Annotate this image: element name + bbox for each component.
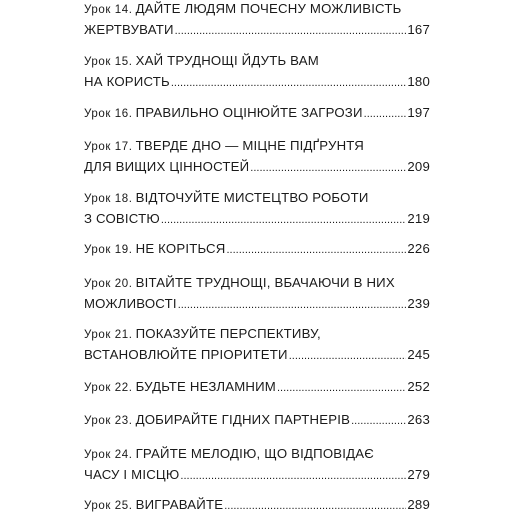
lesson-title: ВИГРАВАЙТЕ xyxy=(135,497,224,512)
dot-leader xyxy=(175,21,407,42)
dot-leader xyxy=(364,104,407,125)
toc-entry[interactable] xyxy=(84,409,430,430)
toc-entry-line xyxy=(84,187,430,208)
page-number: 245 xyxy=(407,347,430,362)
lesson-title: ДАЙТЕ ЛЮДЯМ ПОЧЕСНУ МОЖЛИВІСТЬ xyxy=(135,1,402,16)
toc-entry[interactable] xyxy=(84,238,430,259)
dot-leader xyxy=(224,496,406,517)
toc-entry[interactable] xyxy=(84,0,430,40)
page-number: 252 xyxy=(407,379,430,394)
page-number: 239 xyxy=(407,296,430,311)
toc-entry[interactable] xyxy=(84,187,430,229)
lesson-label: Урок 17. xyxy=(84,141,133,153)
lesson-label: Урок 14. xyxy=(84,4,133,16)
dot-leader xyxy=(180,466,406,487)
page-number: 263 xyxy=(407,412,430,427)
lesson-label: Урок 16. xyxy=(84,108,133,120)
lesson-label: Урок 20. xyxy=(84,278,133,290)
page-number: 209 xyxy=(407,159,430,174)
lesson-label: Урок 24. xyxy=(84,449,133,461)
lesson-label: Урок 18. xyxy=(84,193,133,205)
lesson-title: ГРАЙТЕ МЕЛОДІЮ, ЩО ВІДПОВІДАЄ xyxy=(135,446,374,461)
lesson-title: МОЖЛИВОСТІ xyxy=(84,296,177,311)
lesson-title: ПОКАЗУЙТЕ ПЕРСПЕКТИВУ, xyxy=(135,326,321,341)
lesson-title: БУДЬТЕ НЕЗЛАМНИМ xyxy=(135,379,276,394)
lesson-label: Урок 15. xyxy=(84,56,133,68)
page-number: 197 xyxy=(407,105,430,120)
dot-leader xyxy=(351,411,406,432)
lesson-title: ВСТАНОВЛЮЙТЕ ПРІОРИТЕТИ xyxy=(84,347,288,362)
lesson-title: ЧАСУ І МІСЦЮ xyxy=(84,467,180,482)
lesson-title: НЕ КОРІТЬСЯ xyxy=(135,241,226,256)
toc-entry-line xyxy=(84,323,430,344)
toc-entry-line xyxy=(84,19,430,40)
toc-entry-line xyxy=(84,376,430,397)
lesson-title: ЖЕРТВУВАТИ xyxy=(84,22,174,37)
lesson-title: ДОБИРАЙТЕ ГІДНИХ ПАРТНЕРІВ xyxy=(135,412,351,427)
dot-leader xyxy=(289,346,407,367)
lesson-title: ХАЙ ТРУДНОЩІ ЙДУТЬ ВАМ xyxy=(135,53,319,68)
lesson-label: Урок 22. xyxy=(84,382,133,394)
dot-leader xyxy=(161,210,407,231)
dot-leader xyxy=(277,378,406,399)
page-number: 226 xyxy=(407,241,430,256)
page-number: 180 xyxy=(407,74,430,89)
toc-entry-line xyxy=(84,293,430,314)
toc-entry-line xyxy=(84,443,430,464)
toc-entry-line xyxy=(84,208,430,229)
lesson-label: Урок 25. xyxy=(84,500,133,512)
toc-entry[interactable] xyxy=(84,50,430,92)
toc-entry-line xyxy=(84,50,430,71)
toc-entry[interactable] xyxy=(84,102,430,123)
toc-entry[interactable] xyxy=(84,376,430,397)
lesson-title: ПРАВИЛЬНО ОЦІНЮЙТЕ ЗАГРОЗИ xyxy=(135,105,363,120)
toc-entry-line xyxy=(84,135,430,156)
lesson-title: ВІТАЙТЕ ТРУДНОЩІ, ВБАЧАЮЧИ В НИХ xyxy=(135,275,395,290)
toc-entry-line xyxy=(84,272,430,293)
dot-leader xyxy=(178,295,407,316)
toc-entry-line xyxy=(84,464,430,485)
toc-entry-line xyxy=(84,409,430,430)
page-number: 167 xyxy=(407,22,430,37)
toc-entry-line xyxy=(84,238,430,259)
lesson-title: ДЛЯ ВИЩИХ ЦІННОСТЕЙ xyxy=(84,159,250,174)
page-number: 289 xyxy=(407,497,430,512)
dot-leader xyxy=(250,158,406,179)
toc-entry-line xyxy=(84,344,430,365)
lesson-title: НА КОРИСТЬ xyxy=(84,74,170,89)
lesson-label: Урок 21. xyxy=(84,329,133,341)
page-number: 219 xyxy=(407,211,430,226)
toc-entry[interactable] xyxy=(84,323,430,365)
toc-entry[interactable] xyxy=(84,272,430,314)
toc-entry-line xyxy=(84,102,430,123)
lesson-title: З СОВІСТЮ xyxy=(84,211,160,226)
dot-leader xyxy=(227,240,407,261)
lesson-title: ТВЕРДЕ ДНО — МІЦНЕ ПІДҐРУНТЯ xyxy=(135,138,364,153)
toc-entry-line xyxy=(84,0,430,19)
lesson-label: Урок 19. xyxy=(84,244,133,256)
toc-entry[interactable] xyxy=(84,443,430,485)
lesson-label: Урок 23. xyxy=(84,415,133,427)
page-number: 279 xyxy=(407,467,430,482)
toc-entry[interactable] xyxy=(84,135,430,177)
toc-entry-line xyxy=(84,71,430,92)
toc-entry-line xyxy=(84,156,430,177)
lesson-title: ВІДТОЧУЙТЕ МИСТЕЦТВО РОБОТИ xyxy=(135,190,369,205)
dot-leader xyxy=(171,73,407,94)
